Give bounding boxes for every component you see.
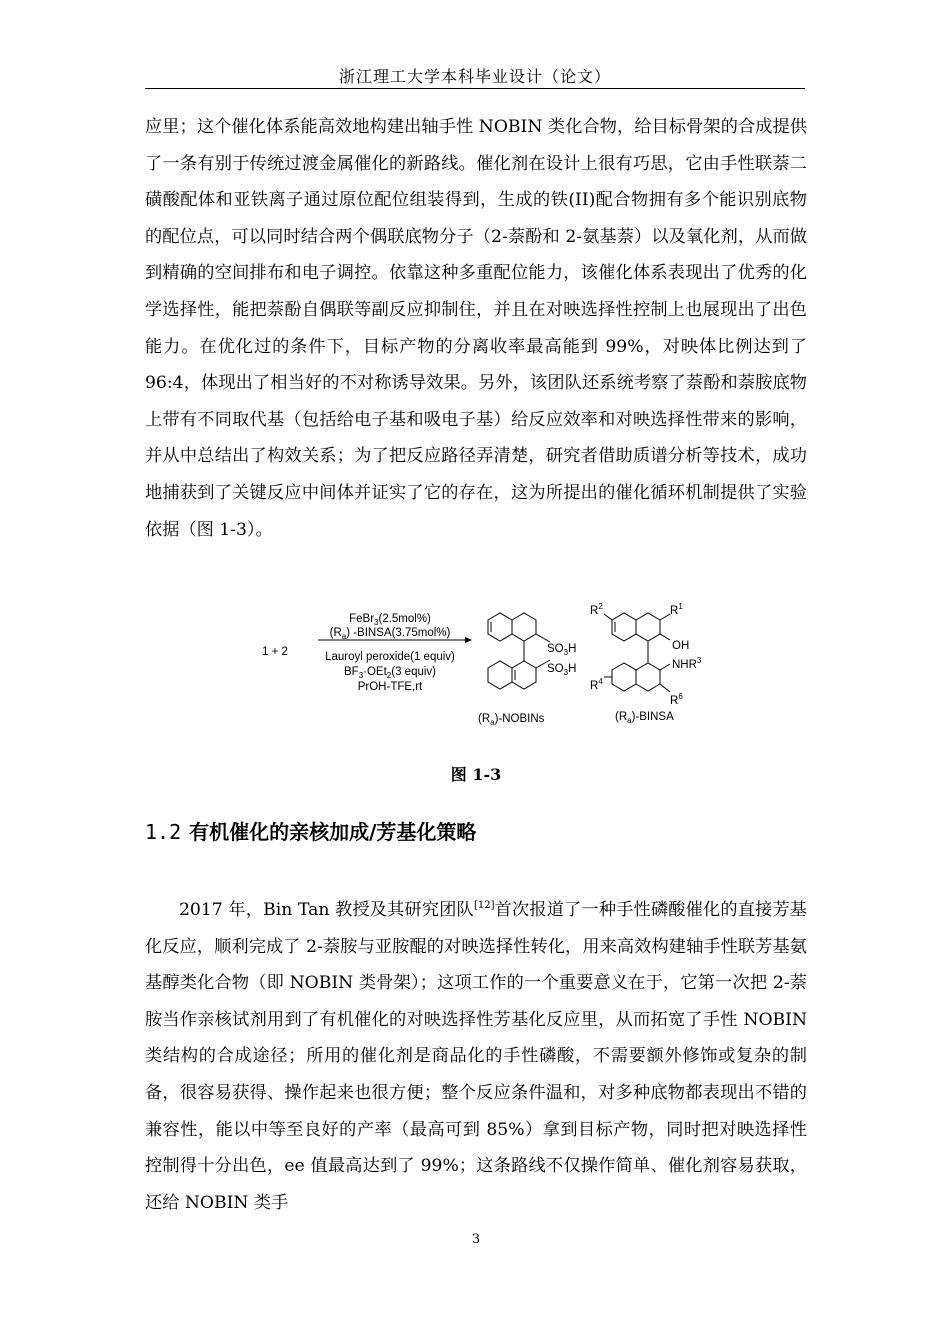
section-heading (145, 816, 476, 845)
body-paragraph-2 (145, 892, 807, 1221)
r6-label: $R^6$ (670, 692, 683, 707)
oh-label: OH (672, 640, 690, 652)
citation-ref[interactable]: [12] (473, 900, 495, 911)
header-rule (145, 88, 805, 89)
figure-caption: 图 1-3 (450, 765, 502, 784)
so3h-bottom: $SO_3H$ (547, 663, 577, 677)
reaction-arrow-head (465, 637, 472, 643)
so3h-top: $SO_3H$ (547, 643, 577, 657)
scheme-catalyst: FeBr$_3$(2.5mol%) (349, 613, 431, 627)
scheme-oxidant: Lauroyl peroxide(1 equiv) (325, 651, 455, 663)
section-number: 1.2 (145, 820, 182, 844)
r1-label: $R^1$ (670, 602, 683, 617)
reaction-scheme (260, 598, 700, 726)
paragraph2-start: 2017 年，Bin Tan 教授及其研究团队 (179, 900, 474, 920)
scheme-solvent: PrOH-TFE,rt (357, 681, 423, 693)
paragraph2-rest: 首次报道了一种手性磷酸催化的直接芳基化反应，顺利完成了 2-萘胺与亚胺醌的对映选择性转化，用来高效构建轴手性联芳基氨基醇类化合物（即 NOBIN 类骨架）；这项工作的一个重要意义在于，它第一次把 2-萘胺当作亲核试剂用到了有机催化的对映选择性芳基化反应里，从而拓宽了手性 NOBIN 类结构的合成途径；所用的催化剂是商品化的手性磷酸，不需要额外修饰或复杂的制备，很容易获得、操作起来也很方便；整个反应条件温和，对多种底物都表现出不错的兼容性，能以中等至良好的产率（最高可到 85%）拿到目标产物，同时把对映选择性控制得十分出色，ee 值最高达到了 99%；这条路线不仅操作简单、催化剂容易获取，还给 NOBIN 类手 (145, 900, 807, 1213)
scheme-additive: $BF_3\cdot OEt_2(3$ equiv) (344, 666, 436, 680)
r2-label: $R^2$ (590, 602, 603, 617)
nhr3-label: NHR$^3$ (672, 656, 702, 671)
nobin-structure (488, 613, 550, 689)
scheme-reactants: 1 + 2 (262, 646, 288, 658)
nobins-label: $(R_a)$-NOBINs (478, 713, 545, 727)
binsa-structure (604, 613, 670, 692)
binsa-label: $(R_a)$-BINSA (615, 711, 674, 725)
section-title: 有机催化的亲核加成/芳基化策略 (189, 820, 477, 844)
page-header: 浙江理工大学本科毕业设计（论文） (338, 67, 611, 86)
page-number: 3 (471, 1232, 481, 1247)
r4-label: $R^4$ (590, 677, 603, 692)
scheme-ligand: $(R_a)$ -BINSA(3.75mol%) (329, 627, 451, 641)
body-paragraph-1: 应里；这个催化体系能高效地构建出轴手性 NOBIN 类化合物，给目标骨架的合成提供了一条有别于传统过渡金属催化的新路线。催化剂在设计上很有巧思，它由手性联萘二磺酸配体和亚铁离子通过原位配位组装得到，生成的铁(II)配合物拥有多个能识别底物的配位点，可以同时结合两个偶联底物分子（2-萘酚和 2-氨基萘）以及氧化剂，从而做到精确的空间排布和电子调控。依靠这种多重配位能力，该催化体系表现出了优秀的化学选择性，能把萘酚自偶联等副反应抑制住，并且在对映选择性控制上也展现出了出色能力。在优化过的条件下，目标产物的分离收率最高能到 99%，对映体比例达到了 96:4，体现出了相当好的不对称诱导效果。另外，该团队还系统考察了萘酚和萘胺底物上带有不同取代基（包括给电子基和吸电子基）给反应效率和对映选择性带来的影响，并从中总结出了构效关系；为了把反应路径弄清楚，研究者借助质谱分析等技术，成功地捕获到了关键反应中间体并证实了它的存在，这为所提出的催化循环机制提供了实验依据（图 1-3）。 (145, 117, 807, 540)
